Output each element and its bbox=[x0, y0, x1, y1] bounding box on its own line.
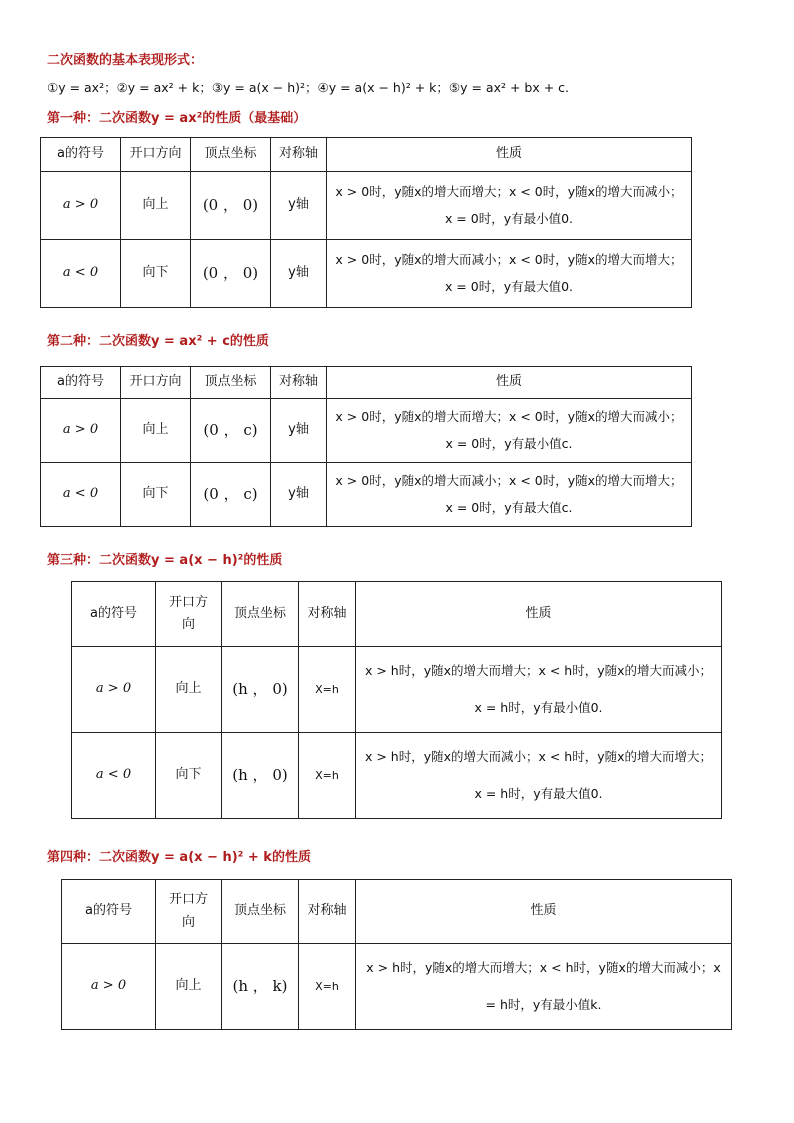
header-open: 开口方向 bbox=[156, 582, 222, 647]
table-header-row bbox=[41, 367, 692, 399]
axis-cell: y轴 bbox=[271, 240, 327, 308]
open-cell: 向上 bbox=[121, 399, 191, 463]
property-cell: x > h时，y随x的增大而减小；x < h时，y随x的增大而增大；x = h时，y有最大值0. bbox=[356, 733, 722, 819]
sign-cell: a < 0 bbox=[41, 463, 121, 527]
table-row bbox=[62, 944, 732, 1030]
sign-cell: a > 0 bbox=[72, 647, 156, 733]
vertex-cell: (0 ， c) bbox=[191, 463, 271, 527]
header-property: 性质 bbox=[327, 367, 692, 399]
table-row bbox=[72, 647, 722, 733]
header-sign: a的符号 bbox=[72, 582, 156, 647]
section-4-title: 第四种：二次函数y = a(x − h)² + k的性质 bbox=[47, 850, 311, 865]
header-sign: a的符号 bbox=[41, 367, 121, 399]
vertex-cell: (0 ， c) bbox=[191, 399, 271, 463]
open-cell: 向下 bbox=[121, 463, 191, 527]
header-property: 性质 bbox=[356, 880, 732, 944]
table-row bbox=[41, 399, 692, 463]
sign-cell: a < 0 bbox=[41, 240, 121, 308]
intro-title: 二次函数的基本表现形式： bbox=[47, 53, 204, 68]
table-header-row bbox=[62, 880, 732, 944]
axis-cell: X=h bbox=[299, 733, 356, 819]
sign-cell: a > 0 bbox=[41, 172, 121, 240]
table-header-row bbox=[41, 138, 692, 172]
property-cell: x > 0时，y随x的增大而减小；x < 0时，y随x的增大而增大；x = 0时，y有最大值0. bbox=[327, 240, 692, 308]
axis-cell: X=h bbox=[299, 647, 356, 733]
open-cell: 向上 bbox=[156, 944, 222, 1030]
header-vertex: 顶点坐标 bbox=[222, 880, 299, 944]
header-sign: a的符号 bbox=[62, 880, 156, 944]
vertex-cell: (h ， 0) bbox=[222, 733, 299, 819]
header-sign: a的符号 bbox=[41, 138, 121, 172]
vertex-cell: (0 ， 0) bbox=[191, 172, 271, 240]
vertex-cell: (0 ， 0) bbox=[191, 240, 271, 308]
property-cell: x > h时，y随x的增大而增大；x < h时，y随x的增大而减小；x = h时，y有最小值k. bbox=[356, 944, 732, 1030]
vertex-cell: (h ， k) bbox=[222, 944, 299, 1030]
sign-cell: a > 0 bbox=[62, 944, 156, 1030]
header-vertex: 顶点坐标 bbox=[191, 367, 271, 399]
header-open: 开口方向 bbox=[121, 367, 191, 399]
table-row bbox=[72, 733, 722, 819]
axis-cell: y轴 bbox=[271, 463, 327, 527]
open-cell: 向下 bbox=[156, 733, 222, 819]
header-open: 开口方向 bbox=[156, 880, 222, 944]
section-2-title: 第二种：二次函数y = ax² + c的性质 bbox=[47, 334, 269, 349]
header-axis: 对称轴 bbox=[299, 880, 356, 944]
open-cell: 向下 bbox=[121, 240, 191, 308]
table-row bbox=[41, 463, 692, 527]
header-axis: 对称轴 bbox=[271, 138, 327, 172]
open-cell: 向上 bbox=[156, 647, 222, 733]
section-4-table bbox=[61, 879, 732, 1030]
sign-cell: a > 0 bbox=[41, 399, 121, 463]
section-2-table bbox=[40, 366, 692, 527]
section-1-title: 第一种：二次函数y = ax²的性质（最基础） bbox=[47, 111, 307, 126]
header-open: 开口方向 bbox=[121, 138, 191, 172]
table-row bbox=[41, 240, 692, 308]
intro-forms: ①y = ax²；②y = ax² + k；③y = a(x − h)²；④y = a(x − h)² + k；⑤y = ax² + bx + c. bbox=[47, 80, 569, 95]
table-row bbox=[41, 172, 692, 240]
section-1-table bbox=[40, 137, 692, 308]
property-cell: x > h时，y随x的增大而增大；x < h时，y随x的增大而减小；x = h时，y有最小值0. bbox=[356, 647, 722, 733]
header-property: 性质 bbox=[356, 582, 722, 647]
axis-cell: y轴 bbox=[271, 399, 327, 463]
header-vertex: 顶点坐标 bbox=[222, 582, 299, 647]
property-cell: x > 0时，y随x的增大而增大；x < 0时，y随x的增大而减小；x = 0时，y有最小值0. bbox=[327, 172, 692, 240]
open-cell: 向上 bbox=[121, 172, 191, 240]
header-property: 性质 bbox=[327, 138, 692, 172]
sign-cell: a < 0 bbox=[72, 733, 156, 819]
header-axis: 对称轴 bbox=[271, 367, 327, 399]
vertex-cell: (h ， 0) bbox=[222, 647, 299, 733]
table-header-row bbox=[72, 582, 722, 647]
header-vertex: 顶点坐标 bbox=[191, 138, 271, 172]
header-axis: 对称轴 bbox=[299, 582, 356, 647]
section-3-table bbox=[71, 581, 722, 819]
property-cell: x > 0时，y随x的增大而减小；x < 0时，y随x的增大而增大；x = 0时，y有最大值c. bbox=[327, 463, 692, 527]
axis-cell: X=h bbox=[299, 944, 356, 1030]
axis-cell: y轴 bbox=[271, 172, 327, 240]
section-3-title: 第三种：二次函数y = a(x − h)²的性质 bbox=[47, 553, 283, 568]
property-cell: x > 0时，y随x的增大而增大；x < 0时，y随x的增大而减小；x = 0时，y有最小值c. bbox=[327, 399, 692, 463]
